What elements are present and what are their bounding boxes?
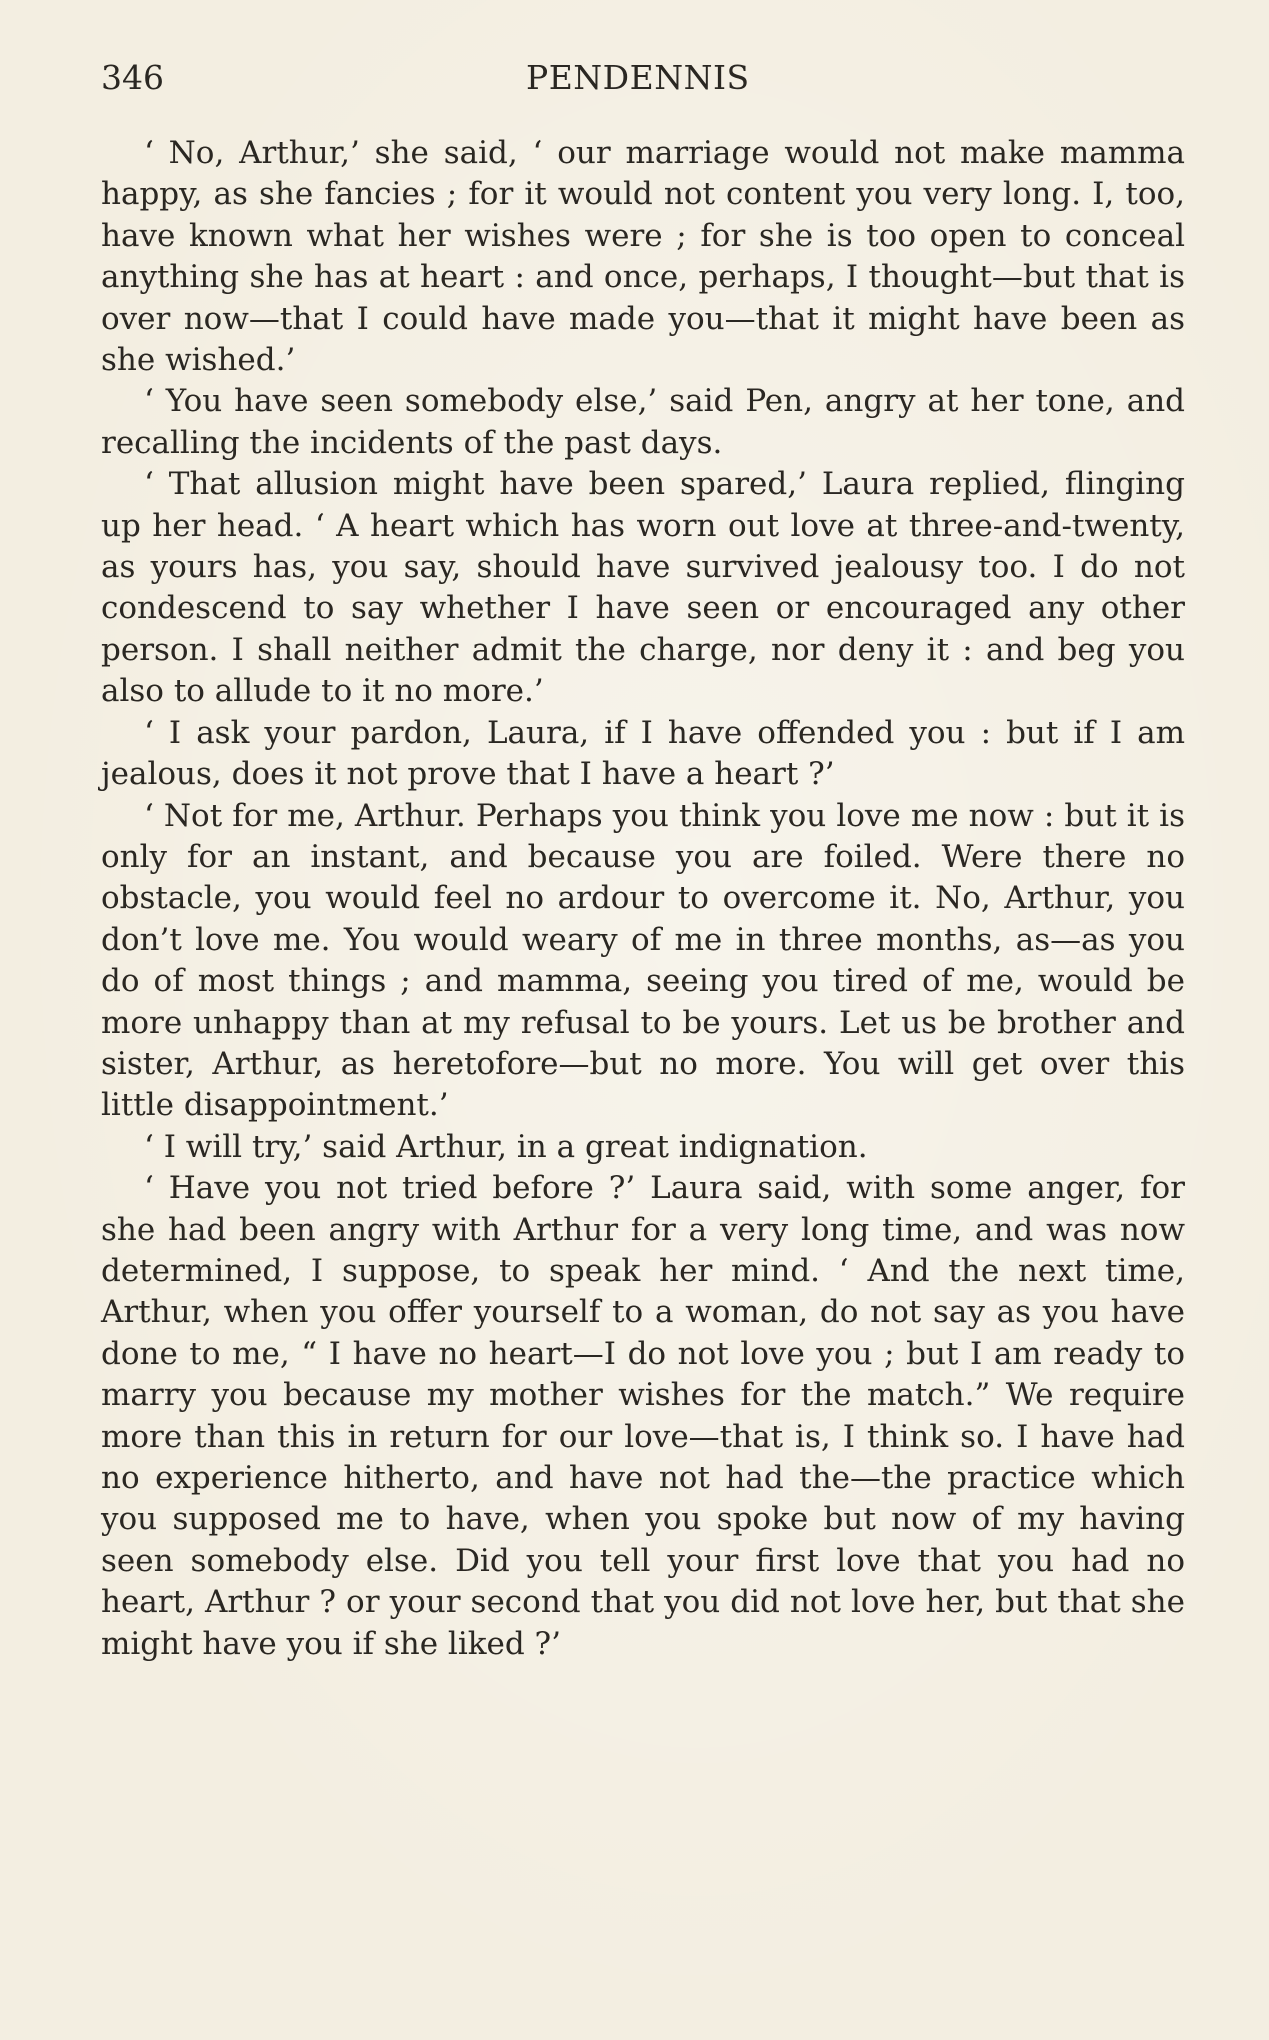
paragraph: ‘ No, Arthur,’ she said, ‘ our marriage would not make mamma happy, as she fancies ; for it would not content you very long. I, too, have known what her wishes were ; for she is too open to conceal anything she has at heart : and once, perhaps, I thought—but that is over now—that I could have made you—that it might have been as she wished.’ (101, 135, 1185, 379)
body-text (101, 133, 1185, 1665)
paragraph: ‘ I will try,’ said Arthur, in a great indignation. (144, 1128, 868, 1165)
paragraph: ‘ That allusion might have been spared,’ Laura replied, flinging up her head. ‘ A heart which has worn out love at three-and-twenty, as yours has, you say, should have survived jealousy too. I do not condescend to say whether I have seen or encouraged any other person. I shall neither admit the charge, nor deny it : and beg you also to allude to it no more.’ (101, 466, 1185, 710)
running-title: PENDENNIS (526, 58, 750, 97)
running-header (101, 56, 1181, 100)
paragraph: ‘ Not for me, Arthur. Perhaps you think you love me now : but it is only for an instant, and because you are foiled. Were there no obstacle, you would feel no ardour to overcome it. No, Arthur, you don’t love me. You would weary of me in three months, as—as you do of most things ; and mamma, seeing you tired of me, would be more unhappy than at my refusal to be yours. Let us be brother and sister, Arthur, as heretofore—but no more. You will get over this little disappointment.’ (101, 797, 1185, 1124)
page-number: 346 (101, 58, 164, 97)
paragraph: ‘ You have seen somebody else,’ said Pen, angry at her tone, and recalling the incidents of the past days. (101, 383, 1185, 461)
paragraph: ‘ I ask your pardon, Laura, if I have offended you : but if I am jealous, does it not prove that I have a heart ?’ (101, 714, 1185, 793)
paragraph: ‘ Have you not tried before ?’ Laura said, with some anger, for she had been angry with Arthur for a very long time, and was now determined, I suppose, to speak her mind. ‘ And the next time, Arthur, when you offer yourself to a woman, do not say as you have done to me, “ I have no heart—I do not love you ; but I am ready to marry you because my mother wishes for the match.” We require more than this in return for our love—that is, I think so. I have had no experience hitherto, and have not had the—the practice which you supposed me to have, when you spoke but now of my having seen somebody else. Did you tell your first love that you had no heart, Arthur ? or your second that you did not love her, but that she might have you if she liked ?’ (101, 1170, 1185, 1662)
